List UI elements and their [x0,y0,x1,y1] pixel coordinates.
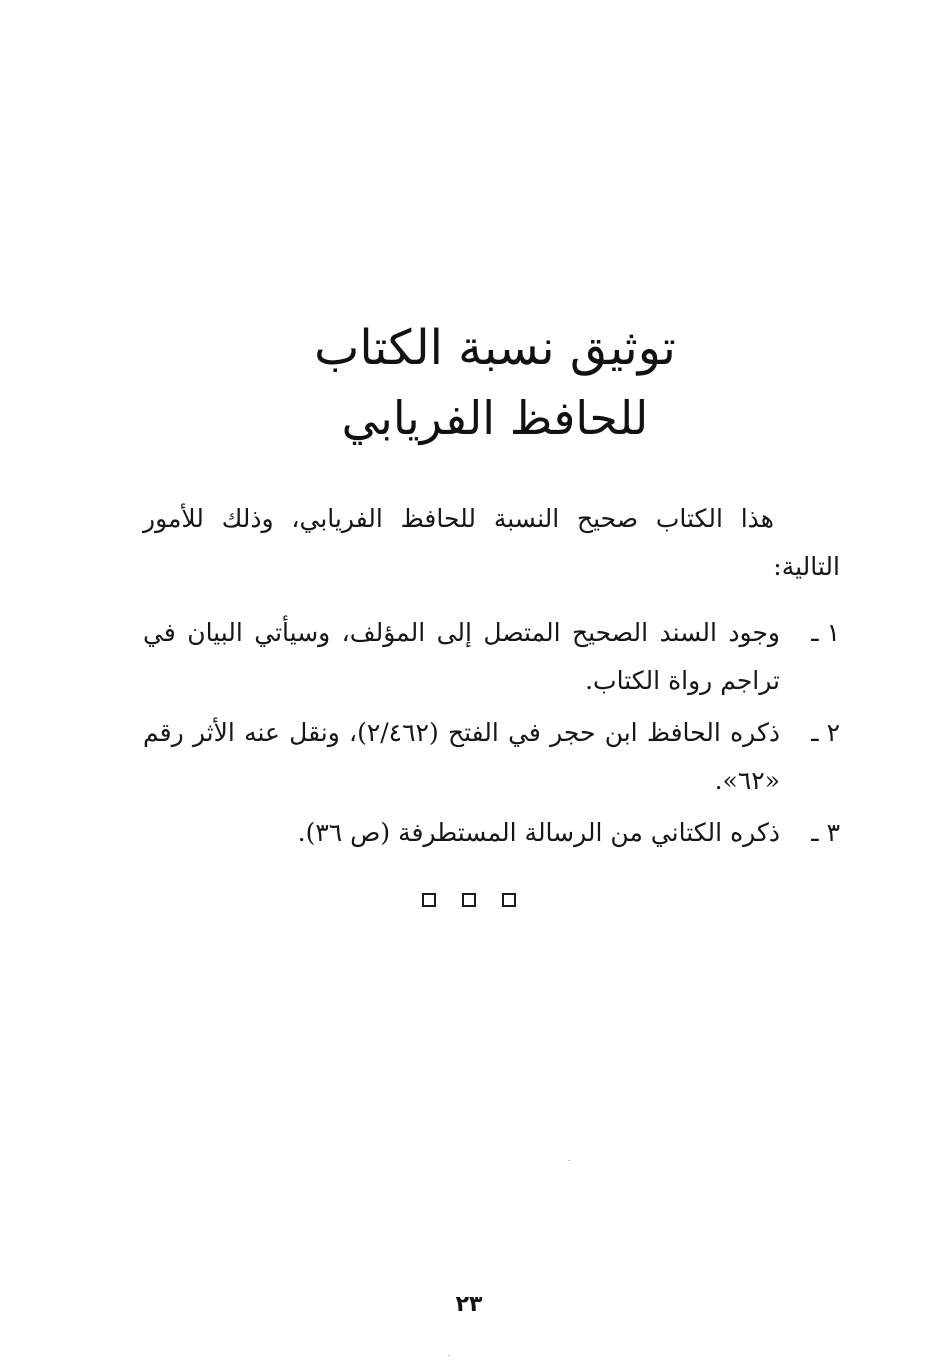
list-item-number: ٣ ـ [811,818,840,847]
list-item [143,709,840,805]
scan-speck [568,1160,570,1161]
list-item-number: ١ ـ [811,618,840,647]
separator-square-icon [502,893,516,907]
list-item-number: ٢ ـ [811,718,840,747]
chapter-title-line-1: توثيق نسبة الكتاب [314,320,676,376]
separator-square-icon [462,893,476,907]
scan-speck [448,1355,450,1356]
intro-paragraph: هذا الكتاب صحيح النسبة للحافظ الفريابي، وذلك للأمور التالية: [143,504,840,581]
list-item [143,809,840,857]
page-body [143,495,840,861]
chapter-title-line-2: للحافظ الفريابي [341,391,649,445]
list-item-text: ذكره الحافظ ابن حجر في الفتح (٢/٤٦٢)، ونقل عنه الأثر رقم «٦٢». [143,718,781,795]
list-item-text: ذكره الكتاني من الرسالة المستطرفة (ص ٣٦). [297,818,780,847]
list-item [143,609,840,705]
section-separator [0,893,938,907]
list-item-text: وجود السند الصحيح المتصل إلى المؤلف، وسيأتي البيان في تراجم رواة الكتاب. [143,618,780,695]
separator-square-icon [422,893,436,907]
page-number: ٢٣ [455,1292,483,1317]
